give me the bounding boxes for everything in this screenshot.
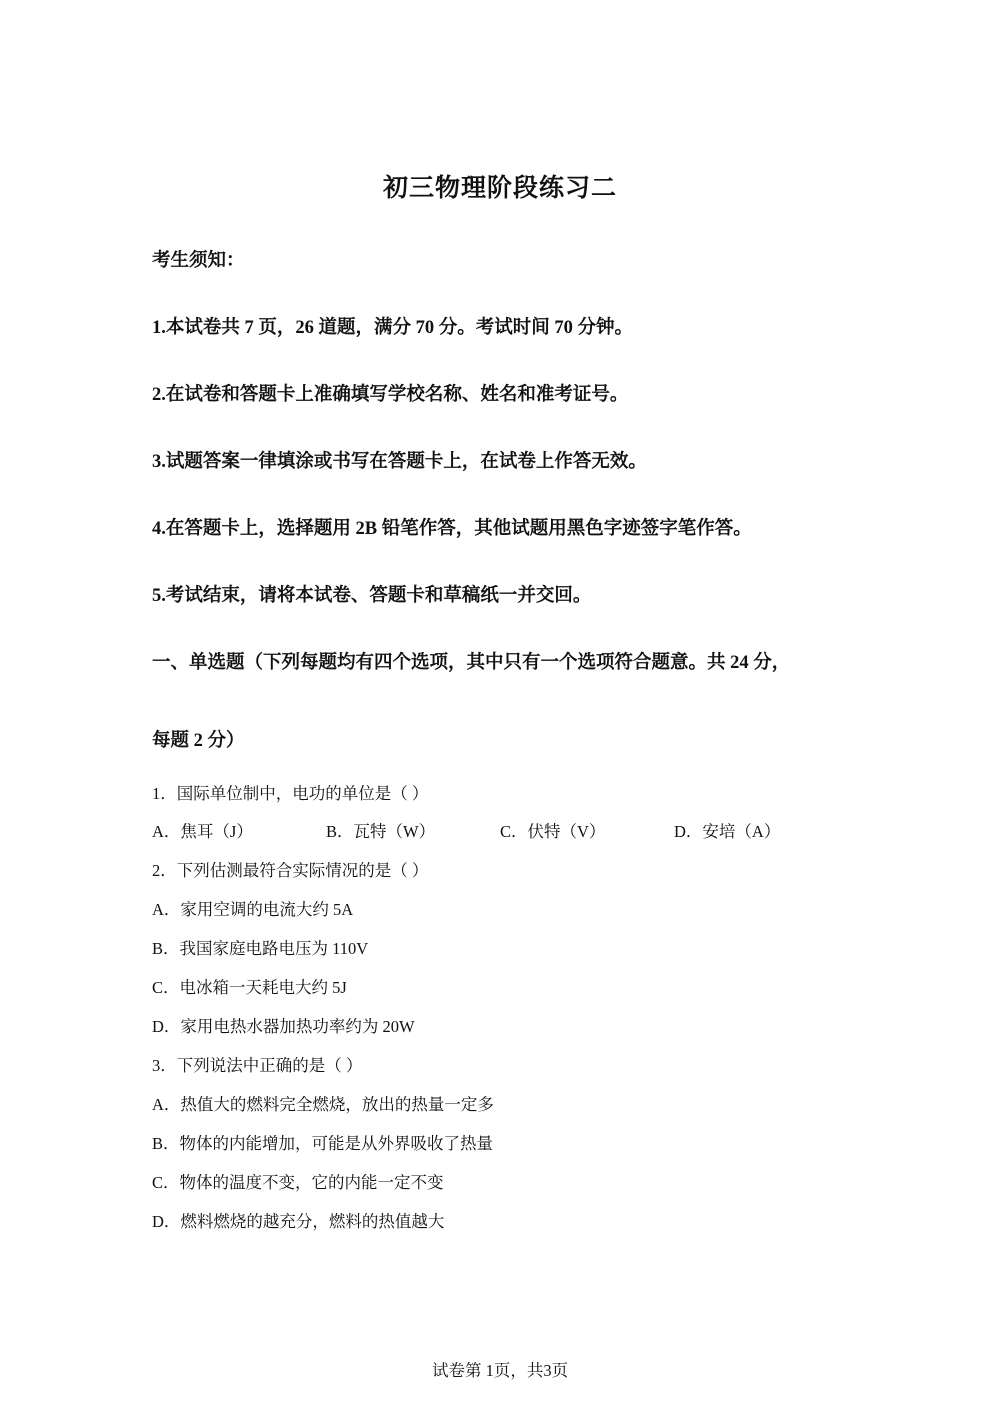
- notice-item: 4.在答题卡上，选择题用 2B 铅笔作答，其他试题用黑色字迹签字笔作答。: [152, 519, 752, 539]
- option: D．家用电热水器加热功率约为 20W: [152, 1017, 415, 1036]
- option: C．物体的温度不变，它的内能一定不变: [152, 1173, 444, 1192]
- option: B．我国家庭电路电压为 110V: [152, 939, 369, 958]
- exam-title: 初三物理阶段练习二: [382, 175, 617, 202]
- notice-item: 3.试题答案一律填涂或书写在答题卡上，在试卷上作答无效。: [152, 452, 647, 472]
- notice-item: 1.本试卷共 7 页，26 道题，满分 70 分。考试时间 70 分钟。: [152, 318, 634, 338]
- option: C．伏特（V）: [500, 822, 606, 841]
- page-footer: 试卷第 1页，共3页: [431, 1361, 569, 1380]
- question-stem: 3．下列说法中正确的是（ ）: [152, 1056, 363, 1075]
- option: D．燃料燃烧的越充分，燃料的热值越大: [152, 1212, 445, 1231]
- option: A．热值大的燃料完全燃烧，放出的热量一定多: [152, 1095, 494, 1114]
- notice-item: 5.考试结束，请将本试卷、答题卡和草稿纸一并交回。: [152, 586, 592, 606]
- question-stem: 1．国际单位制中，电功的单位是（ ）: [152, 784, 429, 803]
- option: A．焦耳（J）: [152, 822, 253, 841]
- option: C．电冰箱一天耗电大约 5J: [152, 978, 347, 997]
- section-heading-continued: 每题 2 分）: [152, 731, 245, 751]
- notice-item: 2.在试卷和答题卡上准确填写学校名称、姓名和准考证号。: [152, 385, 629, 405]
- question-1-options: [152, 818, 852, 842]
- notice-heading: 考生须知：: [152, 251, 245, 271]
- question-stem: 2．下列估测最符合实际情况的是（ ）: [152, 861, 429, 880]
- option: A．家用空调的电流大约 5A: [152, 900, 354, 919]
- option: B．物体的内能增加，可能是从外界吸收了热量: [152, 1134, 494, 1153]
- option: B．瓦特（W）: [326, 822, 436, 841]
- section-heading: 一、单选题（下列每题均有四个选项，其中只有一个选项符合题意。共 24 分，: [152, 653, 791, 673]
- option: D．安培（A）: [674, 822, 781, 841]
